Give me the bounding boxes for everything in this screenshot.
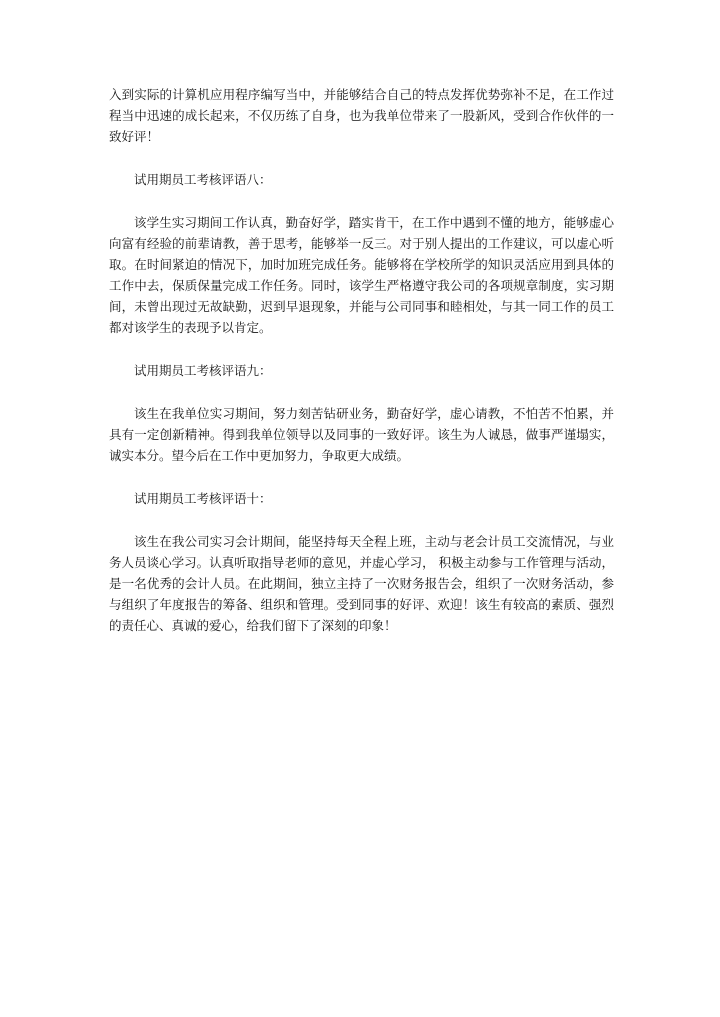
document-body [109,84,614,658]
section-heading-eight: 试用期员工考核评语八： [134,172,272,187]
paragraph-evaluation-ten: 该生在我公司实习会计期间，能坚持每天全程上班，主动与老会计员工交流情况，与业务人员谈心学习。认真听取指导老师的意见，并虚心学习， 积极主动参与工作管理与活动，是一名优秀的会计人员。在此期间，独立主持了一次财务报告会，组织了一次财务活动，参与组织了年度报告的筹备、组织和管理。受到同事的好评、欢迎！该生有较高的素质、强烈的责任心、真诚的爱心，给我们留下了深刻的印象！ [109,534,614,633]
paragraph-evaluation-eight: 该学生实习期间工作认真，勤奋好学，踏实肯干，在工作中遇到不懂的地方，能够虚心向富有经验的前辈请教，善于思考，能够举一反三。对于别人提出的工作建议，可以虚心听取。在时间紧迫的情况下，加时加班完成任务。能够将在学校所学的知识灵活应用到具体的工作中去，保质保量完成工作任务。同时，该学生严格遵守我公司的各项规章制度，实习期间，未曾出现过无故缺勤，迟到早退现象，并能与公司同事和睦相处，与其一同工作的员工都对该学生的表现予以肯定。 [109,215,614,335]
paragraph-continuation: 入到实际的计算机应用程序编写当中，并能够结合自己的特点发挥优势弥补不足，在工作过程当中迅速的成长起来，不仅历练了自身，也为我单位带来了一股新风，受到合作伙伴的一致好评！ [109,87,614,144]
section-heading-ten: 试用期员工考核评语十： [134,491,272,506]
paragraph-evaluation-nine: 该生在我单位实习期间，努力刻苦钻研业务，勤奋好学，虚心请教，不怕苦不怕累，并具有一定创新精神。得到我单位领导以及同事的一致好评。该生为人诚恳，做事严谨塌实，诚实本分。望今后在工作中更加努力，争取更大成绩。 [109,406,614,463]
section-heading-nine: 试用期员工考核评语九： [134,363,272,378]
